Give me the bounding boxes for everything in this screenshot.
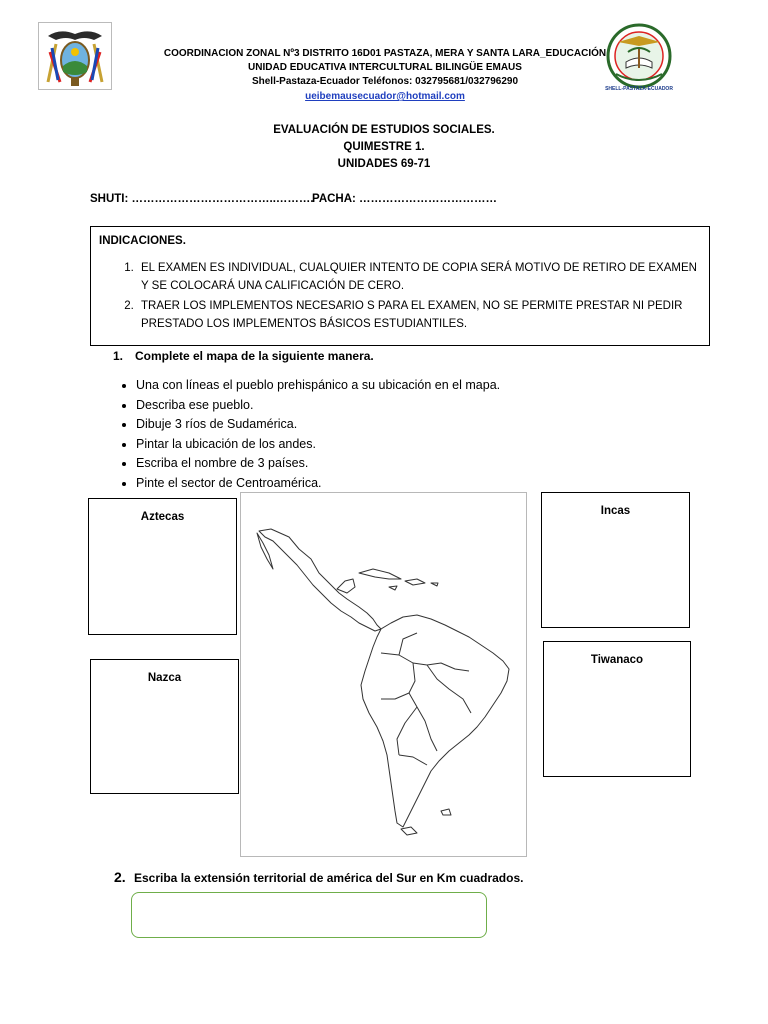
map-jamaica	[389, 586, 397, 590]
task-item: • Describa ese pueblo.	[136, 396, 500, 416]
latin-america-map[interactable]	[240, 492, 527, 857]
map-mexico-central-america	[259, 529, 381, 631]
aztecas-box[interactable]	[88, 498, 237, 635]
header-line-school: UNIDAD EDUCATIVA INTERCULTURAL BILINGÜE EMAUS	[248, 62, 522, 73]
instructions-list	[101, 259, 707, 335]
map-puerto-rico	[431, 583, 438, 586]
answer-box[interactable]	[131, 892, 487, 938]
task-item: • Pinte el sector de Centroamérica.	[136, 474, 500, 494]
name-field[interactable]: SHUTI: ………………………………..……….	[90, 193, 314, 205]
email-link[interactable]: ueibemausecuador@hotmail.com	[305, 91, 465, 102]
tiwanaco-box[interactable]	[543, 641, 691, 777]
instructions-heading: INDICACIONES.	[99, 235, 186, 247]
question-2-text: Escriba la extensión territorial de américa del Sur en Km cuadrados.	[134, 871, 524, 885]
instructions-box	[90, 226, 710, 346]
incas-label: Incas	[600, 505, 631, 517]
exam-title: EVALUACIÓN DE ESTUDIOS SOCIALES.	[273, 124, 495, 136]
header-email[interactable]	[150, 90, 620, 104]
map-hispaniola	[405, 579, 425, 585]
exam-term: QUIMESTRE 1.	[343, 141, 425, 153]
task-item: • Escriba el nombre de 3 países.	[136, 454, 500, 474]
question-1-number: 1.	[113, 349, 124, 363]
map-falklands	[441, 809, 451, 815]
map-borders	[381, 633, 471, 765]
task-item: • Pintar la ubicación de los andes.	[136, 435, 500, 455]
task-item: • Una con líneas el pueblo prehispánico a su ubicación en el mapa.	[136, 376, 500, 396]
tiwanaco-label: Tiwanaco	[590, 654, 644, 666]
instruction-item: 2. TRAER LOS IMPLEMENTOS NECESARIO S PARA EL EXAMEN, NO SE PERMITE PRESTAR NI PEDIR PRESTADO LOS IMPLEMENTOS BÁSICOS ESTUDIANTILES.	[137, 297, 707, 333]
map-south-america	[361, 615, 509, 827]
question-1-text: Complete el mapa de la siguiente manera.	[135, 349, 374, 363]
emblem-caption: SHELL-PASTAZA-ECUADOR	[605, 86, 673, 92]
header-line-coordination: COORDINACION ZONAL Nº3 DISTRITO 16D01 PASTAZA, MERA Y SANTA LARA_EDUCACIÓN	[163, 48, 607, 59]
map-baja-california	[257, 533, 273, 569]
nazca-box[interactable]	[90, 659, 239, 794]
map-yucatan	[337, 579, 355, 593]
exam-units: UNIDADES 69-71	[337, 158, 431, 170]
date-field[interactable]: PACHA: ………………………………	[312, 193, 498, 205]
latin-america-map-drawing	[241, 493, 526, 856]
task-list	[110, 376, 500, 493]
school-emblem-logo	[596, 22, 682, 96]
aztecas-label: Aztecas	[140, 511, 185, 523]
instruction-item: 1. EL EXAMEN ES INDIVIDUAL, CUALQUIER INTENTO DE COPIA SERÁ MOTIVO DE RETIRO DE EXAMEN Y SE COLOCARÁ UNA CALIFICACIÓN DE CERO.	[137, 259, 707, 295]
nazca-label: Nazca	[147, 672, 182, 684]
header-line-phones: Shell-Pastaza-Ecuador Teléfonos: 032795681/032796290	[251, 76, 519, 87]
task-item: • Dibuje 3 ríos de Sudamérica.	[136, 415, 500, 435]
ecuador-coat-of-arms-logo	[38, 22, 112, 90]
map-tierra-del-fuego	[401, 827, 417, 835]
question-2-number: 2.	[114, 869, 126, 885]
map-cuba	[359, 569, 401, 579]
incas-box[interactable]	[541, 492, 690, 628]
